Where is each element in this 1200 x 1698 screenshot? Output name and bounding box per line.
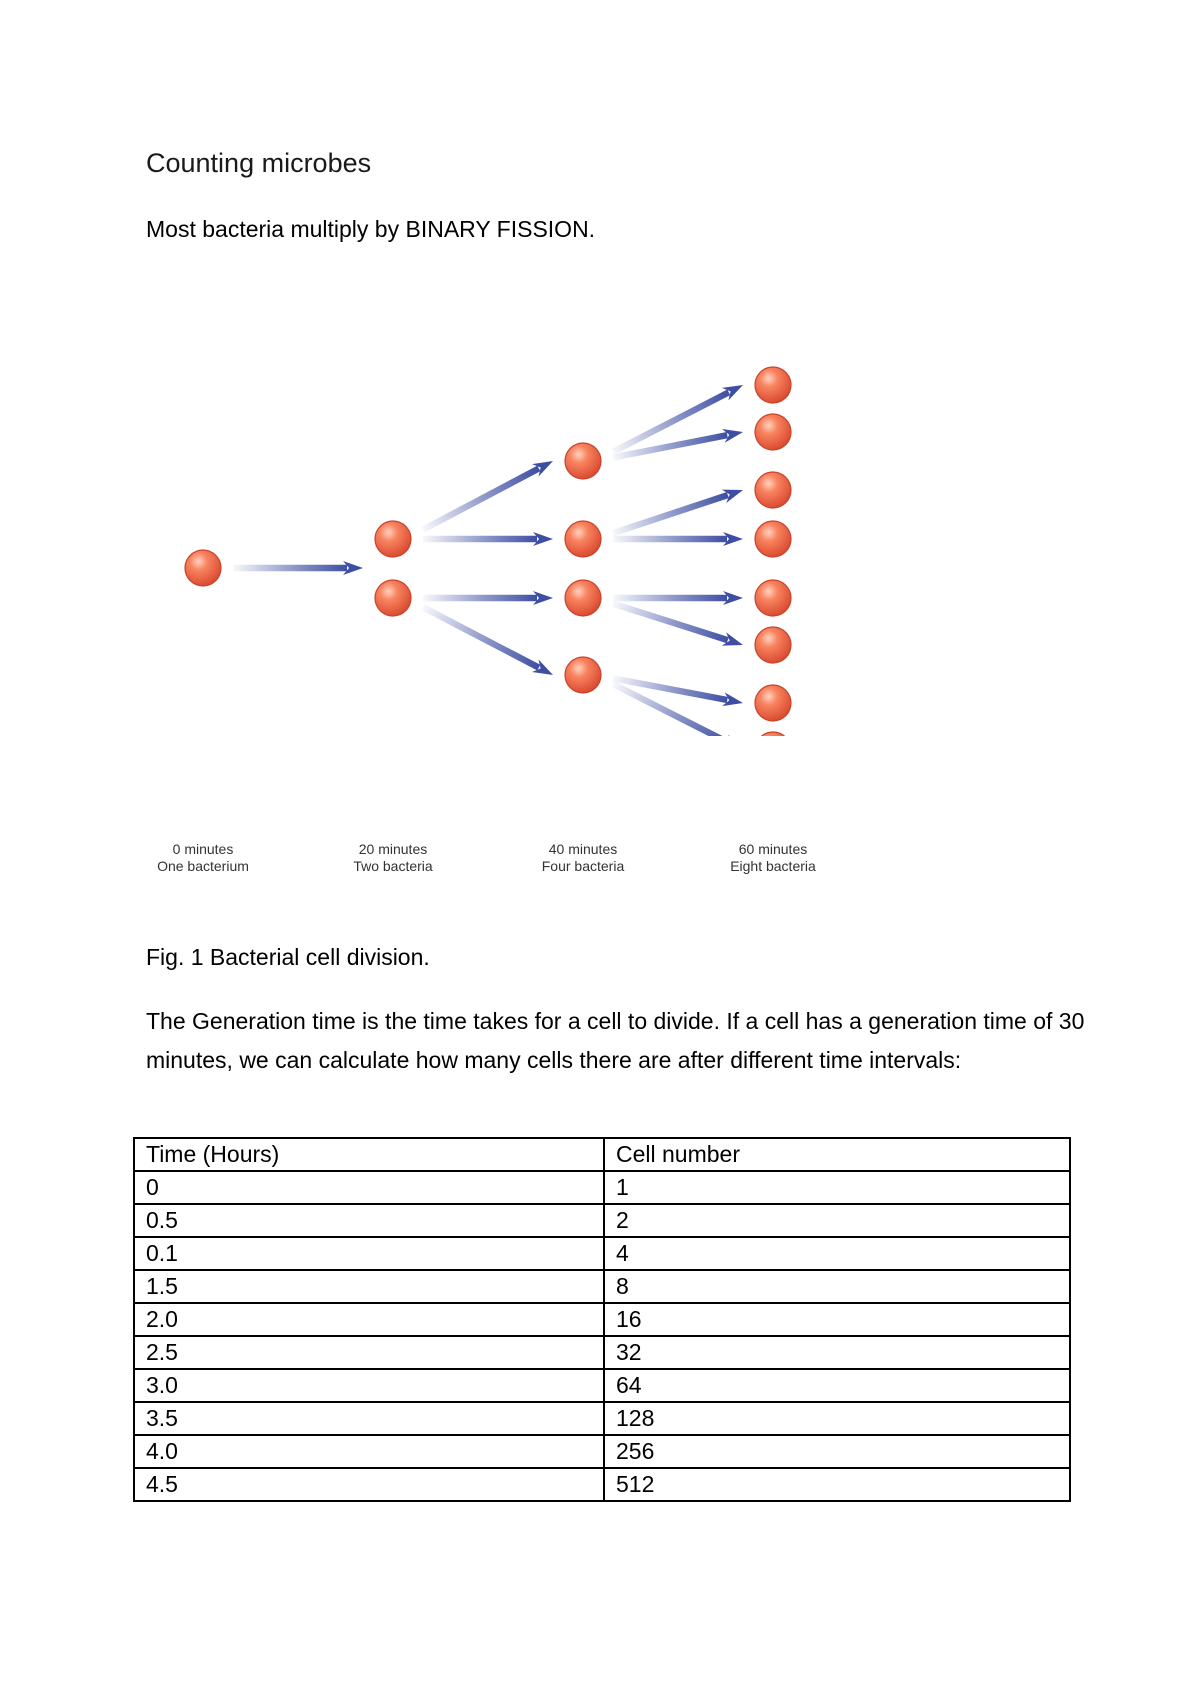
table-row — [134, 1369, 1070, 1402]
time-cell: 2.0 — [134, 1303, 604, 1336]
stage-count-label: Eight bacteria — [730, 858, 816, 874]
stage-time-label: 40 minutes — [548, 841, 618, 857]
division-arrow — [422, 604, 553, 675]
division-arrow — [613, 591, 743, 605]
division-arrow — [233, 561, 363, 575]
time-cell: 3.0 — [134, 1369, 604, 1402]
arrow-shaft — [422, 466, 541, 533]
bacterium-cell — [565, 443, 601, 479]
cell-growth-table — [133, 1137, 1071, 1502]
division-arrow — [423, 532, 553, 546]
arrow-shaft — [422, 604, 541, 670]
bacterium-cell — [755, 472, 791, 508]
bacterium-cell — [755, 414, 791, 450]
time-cell: 0 — [134, 1171, 604, 1204]
bacterium-cell — [375, 580, 411, 616]
binary-fission-diagram — [140, 340, 860, 900]
arrow-shaft — [613, 536, 727, 542]
cell-number-cell: 16 — [604, 1303, 1070, 1336]
bacterium-cell — [565, 580, 601, 616]
arrow-shaft — [423, 536, 537, 542]
bacterium-cell — [755, 685, 791, 721]
figure-caption: Fig. 1 Bacterial cell division. — [146, 944, 430, 970]
stage-time-label: 0 minutes — [172, 841, 234, 857]
time-cell: 1.5 — [134, 1270, 604, 1303]
table-row — [134, 1435, 1070, 1468]
bacterium-cell — [375, 521, 411, 557]
time-cell: 3.5 — [134, 1402, 604, 1435]
bacterium-cell — [755, 580, 791, 616]
bacterium-cell — [565, 657, 601, 693]
cell-number-cell: 128 — [604, 1402, 1070, 1435]
table-row — [134, 1237, 1070, 1270]
stage-count-label: Four bacteria — [541, 858, 625, 874]
table-row — [134, 1402, 1070, 1435]
time-cell: 4.5 — [134, 1468, 604, 1501]
arrow-shaft — [613, 595, 727, 601]
division-arrow — [612, 601, 743, 646]
page-title: Counting microbes — [146, 148, 372, 178]
table-row — [134, 1270, 1070, 1303]
binary-fission-figure — [140, 340, 860, 900]
bacterium-cell — [185, 550, 221, 586]
table-row — [134, 1336, 1070, 1369]
cell-number-cell: 4 — [604, 1237, 1070, 1270]
column-header-cell-number: Cell number — [604, 1138, 1070, 1171]
bacterium-cell — [755, 627, 791, 663]
cell-number-cell: 64 — [604, 1369, 1070, 1402]
table-row — [134, 1303, 1070, 1336]
division-arrow — [612, 490, 743, 537]
arrow-shaft — [423, 595, 537, 601]
bacterium-cell — [755, 367, 791, 403]
cell-number-cell: 32 — [604, 1336, 1070, 1369]
division-arrow — [423, 591, 553, 605]
time-cell: 0.1 — [134, 1237, 604, 1270]
cell-number-cell: 2 — [604, 1204, 1070, 1237]
arrow-head — [722, 735, 743, 750]
bacterium-cell — [565, 521, 601, 557]
cell-number-cell: 1 — [604, 1171, 1070, 1204]
cell-number-cell: 8 — [604, 1270, 1070, 1303]
generation-time-paragraph: The Generation time is the time takes for a cell to divide. If a cell has a generation time of 30 minutes, we can calculate how many cells there are after different time intervals: — [146, 1008, 1085, 1073]
time-cell: 4.0 — [134, 1435, 604, 1468]
stage-time-label: 60 minutes — [738, 841, 808, 857]
cell-number-cell: 512 — [604, 1468, 1070, 1501]
intro-text: Most bacteria multiply by BINARY FISSION. — [146, 216, 596, 242]
table-row — [134, 1204, 1070, 1237]
arrow-shaft — [612, 492, 729, 536]
table-row — [134, 1171, 1070, 1204]
bacterium-cell — [755, 521, 791, 557]
stage-time-label: 20 minutes — [358, 841, 428, 857]
arrow-shaft — [612, 601, 729, 644]
table-header-row — [134, 1138, 1070, 1171]
division-arrow — [613, 532, 743, 546]
bacterium-cell — [755, 732, 791, 768]
division-arrow — [422, 461, 553, 532]
column-header-time: Time (Hours) — [134, 1138, 604, 1171]
stage-count-label: One bacterium — [157, 858, 249, 874]
time-cell: 0.5 — [134, 1204, 604, 1237]
stage-count-label: Two bacteria — [353, 858, 433, 874]
arrow-shaft — [233, 565, 347, 571]
time-cell: 2.5 — [134, 1336, 604, 1369]
cell-number-cell: 256 — [604, 1435, 1070, 1468]
table-row — [134, 1468, 1070, 1501]
